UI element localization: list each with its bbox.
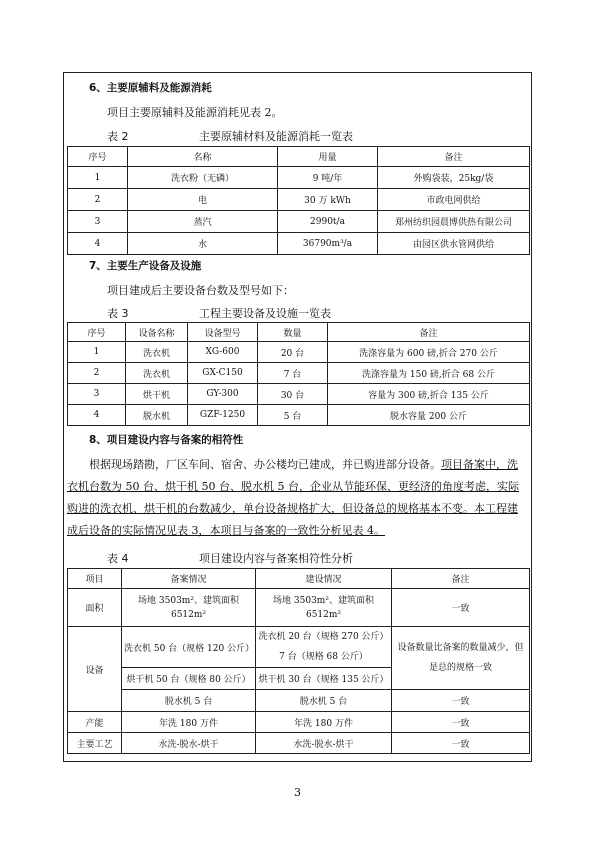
- table-cell: 4: [68, 405, 126, 426]
- row-label-capacity: 产能: [68, 712, 122, 733]
- table-4-header-row: [68, 569, 530, 589]
- table-cell: 烘干机 50 台（规格 80 公斤）: [122, 668, 256, 690]
- table-row: [68, 211, 530, 233]
- table-cell: 容量为 300 磅,折合 135 公斤: [328, 384, 530, 405]
- table-cell: 由园区供水管网供给: [378, 233, 530, 255]
- table-cell: 郑州纺织园晨博供热有限公司: [378, 211, 530, 233]
- table-cell: 一致: [392, 733, 530, 754]
- table-row: [68, 384, 530, 405]
- table-header-cell: 数量: [258, 323, 328, 342]
- table-cell: 7 台: [258, 363, 328, 384]
- table-header-cell: 建设情况: [256, 569, 392, 589]
- table-row: [68, 690, 530, 712]
- section-7-intro: 项目建成后主要设备台数及型号如下：: [107, 284, 294, 297]
- table-cell: 30 台: [258, 384, 328, 405]
- table-header-cell: 序号: [68, 323, 126, 342]
- table-row: [68, 405, 530, 426]
- table-header-cell: 名称: [128, 147, 278, 167]
- table-cell: 脱水机 5 台: [122, 690, 256, 712]
- table-cell: 场地 3503m²、建筑面积 6512m²: [256, 589, 392, 627]
- table-header-cell: 序号: [68, 147, 128, 167]
- table-cell: 市政电网供给: [378, 189, 530, 211]
- table-cell: 电: [128, 189, 278, 211]
- table-cell: 洗涤容量为 150 磅,折合 68 公斤: [328, 363, 530, 384]
- table-cell: 洗衣机: [126, 342, 188, 363]
- table-3-header-row: [68, 323, 530, 342]
- row-label-area: 面积: [68, 589, 122, 627]
- table-cell: GZF-1250: [188, 405, 258, 426]
- table-cell: 年洗 180 万件: [256, 712, 392, 733]
- table-cell: 3: [68, 384, 126, 405]
- table-cell: 年洗 180 万件: [122, 712, 256, 733]
- table-header-cell: 备注: [392, 569, 530, 589]
- table-cell: 水洗-脱水-烘干: [256, 733, 392, 754]
- table-header-cell: 设备名称: [126, 323, 188, 342]
- table-cell: 脱水容量 200 公斤: [328, 405, 530, 426]
- table-cell: 场地 3503m²、建筑面积 6512m²: [122, 589, 256, 627]
- section-6-intro: 项目主要原辅料及能源消耗见表 2。: [107, 106, 283, 119]
- paragraph-plain-text: 根据现场踏勘，厂区车间、宿舍、办公楼均已建成，并已购进部分设备。: [89, 458, 441, 471]
- table-4-number: 表 4: [107, 552, 129, 565]
- table-header-cell: 项目: [68, 569, 122, 589]
- table-cell: 36790m³/a: [278, 233, 378, 255]
- table-cell: 洗衣机: [126, 363, 188, 384]
- table-cell: 烘干机: [126, 384, 188, 405]
- table-cell: 设备数量比备案的数量减少，但是总的规格一致: [392, 627, 530, 690]
- table-row: [68, 363, 530, 384]
- table-3-number: 表 3: [107, 307, 129, 320]
- table-cell: [256, 627, 392, 668]
- table-row: [68, 342, 530, 363]
- section-8-heading: 8、项目建设内容与备案的相符性: [89, 434, 244, 446]
- row-label-equipment: 设备: [68, 627, 122, 712]
- table-3-title: 工程主要设备及设施一览表: [199, 307, 331, 320]
- table-2: [67, 146, 530, 255]
- table-cell: 洗涤容量为 600 磅,折合 270 公斤: [328, 342, 530, 363]
- table-cell: 9 吨/年: [278, 167, 378, 189]
- table-header-cell: 用量: [278, 147, 378, 167]
- table-header-cell: 备注: [328, 323, 530, 342]
- table-cell: 2: [68, 189, 128, 211]
- table-cell: 烘干机 30 台（规格 135 公斤）: [256, 668, 392, 690]
- table-2-header-row: [68, 147, 530, 167]
- table-cell: XG-600: [188, 342, 258, 363]
- table-3: [67, 322, 530, 426]
- table-row: [68, 233, 530, 255]
- table-cell: 一致: [392, 589, 530, 627]
- paragraph-underlined-text: 项目备案中，洗衣机台数为 50 台、烘干机 50 台、脱水机 5 台，企业从节能环保、更经济的角度考虑，实际购进的洗衣机、烘干机的台数减少，单台设备规格扩大，但设备总的规格基本不变。本工程建成后设备的实际情况见表 3，本项目与备案的一致性分析见表 4。: [67, 458, 519, 537]
- table-cell: 5 台: [258, 405, 328, 426]
- table-header-cell: 备注: [378, 147, 530, 167]
- table-4-title: 项目建设内容与备案相符性分析: [199, 552, 353, 565]
- table-cell: 脱水机: [126, 405, 188, 426]
- table-header-cell: 备案情况: [122, 569, 256, 589]
- section-8-paragraph: [67, 454, 527, 542]
- table-cell: 2990t/a: [278, 211, 378, 233]
- table-cell: 洗衣粉（无磷）: [128, 167, 278, 189]
- section-7-heading: 7、主要生产设备及设施: [89, 260, 202, 272]
- built-washer-line-1: 洗衣机 20 台（规格 270 公斤）: [258, 632, 389, 642]
- table-row: [68, 589, 530, 627]
- section-6-heading: 6、主要原辅料及能源消耗: [89, 82, 212, 94]
- table-cell: 蒸汽: [128, 211, 278, 233]
- table-cell: 外购袋装，25kg/袋: [378, 167, 530, 189]
- table-cell: 洗衣机 50 台（规格 120 公斤）: [122, 627, 256, 668]
- table-cell: 脱水机 5 台: [256, 690, 392, 712]
- table-2-number: 表 2: [107, 130, 129, 143]
- table-cell: 水: [128, 233, 278, 255]
- table-row: [68, 167, 530, 189]
- table-cell: 20 台: [258, 342, 328, 363]
- table-cell: GX-C150: [188, 363, 258, 384]
- table-cell: 4: [68, 233, 128, 255]
- built-washer-line-2: 7 台（规格 68 公斤）: [279, 652, 368, 662]
- table-2-title: 主要原辅材料及能源消耗一览表: [199, 130, 353, 143]
- table-cell: 一致: [392, 690, 530, 712]
- table-row: [68, 627, 530, 668]
- table-cell: 一致: [392, 712, 530, 733]
- row-label-process: 主要工艺: [68, 733, 122, 754]
- table-cell: GY-300: [188, 384, 258, 405]
- page-number: 3: [294, 786, 301, 799]
- table-row: [68, 712, 530, 733]
- table-cell: 1: [68, 167, 128, 189]
- table-cell: 1: [68, 342, 126, 363]
- table-cell: 水洗-脱水-烘干: [122, 733, 256, 754]
- table-row: [68, 733, 530, 754]
- table-cell: 30 万 kWh: [278, 189, 378, 211]
- table-header-cell: 设备型号: [188, 323, 258, 342]
- table-row: [68, 189, 530, 211]
- table-4: [67, 568, 530, 754]
- table-cell: 2: [68, 363, 126, 384]
- table-cell: 3: [68, 211, 128, 233]
